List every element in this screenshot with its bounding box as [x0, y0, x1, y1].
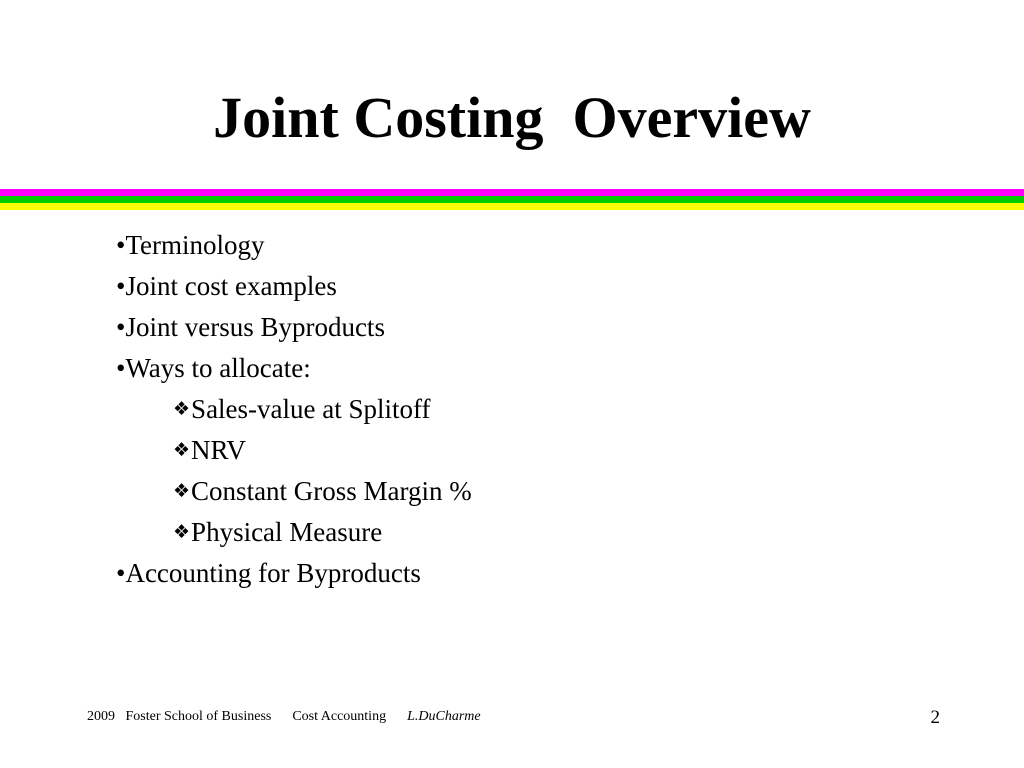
- bullet-item-terminology: [116, 225, 472, 266]
- diamond-bullet-icon: ❖: [173, 398, 191, 420]
- bullet-text: Terminology: [125, 230, 265, 260]
- diamond-bullet-icon: ❖: [173, 480, 191, 502]
- bullet-text: Sales-value at Splitoff: [191, 394, 431, 424]
- bullet-text: NRV: [191, 435, 246, 465]
- bullet-dot-icon: •: [116, 312, 126, 342]
- diamond-bullet-icon: ❖: [173, 521, 191, 543]
- bullet-item-ways-to-allocate: [116, 348, 472, 389]
- bullet-list: [116, 225, 472, 594]
- slide-title: Joint Costing Overview: [213, 85, 811, 150]
- bullet-text: Joint cost examples: [125, 271, 337, 301]
- decorative-stripes: [0, 189, 1024, 210]
- bullet-item-accounting-for-byproducts: [116, 553, 472, 594]
- footer-course: Cost Accounting: [292, 709, 387, 724]
- bullet-dot-icon: •: [116, 353, 126, 383]
- bullet-text: Constant Gross Margin %: [191, 476, 472, 506]
- sub-bullet-item-sales-value: [116, 389, 472, 430]
- bullet-text: Joint versus Byproducts: [125, 312, 385, 342]
- bullet-text: Accounting for Byproducts: [125, 558, 421, 588]
- bullet-dot-icon: •: [116, 558, 126, 588]
- slide-number: 2: [930, 707, 940, 728]
- stripe-magenta: [0, 189, 1024, 196]
- bullet-dot-icon: •: [116, 230, 126, 260]
- footer: [87, 709, 481, 725]
- diamond-bullet-icon: ❖: [173, 439, 191, 461]
- footer-author: L.DuCharme: [407, 709, 481, 724]
- bullet-item-joint-versus-byproducts: [116, 307, 472, 348]
- sub-bullet-item-nrv: [116, 430, 472, 471]
- bullet-text: Physical Measure: [191, 517, 383, 547]
- sub-bullet-item-physical-measure: [116, 512, 472, 553]
- stripe-green: [0, 196, 1024, 203]
- bullet-dot-icon: •: [116, 271, 126, 301]
- bullet-item-joint-cost-examples: [116, 266, 472, 307]
- stripe-yellow: [0, 203, 1024, 210]
- bullet-text: Ways to allocate:: [125, 353, 311, 383]
- footer-year: 2009: [87, 709, 115, 724]
- footer-school: Foster School of Business: [125, 709, 272, 724]
- sub-bullet-item-constant-gross-margin: [116, 471, 472, 512]
